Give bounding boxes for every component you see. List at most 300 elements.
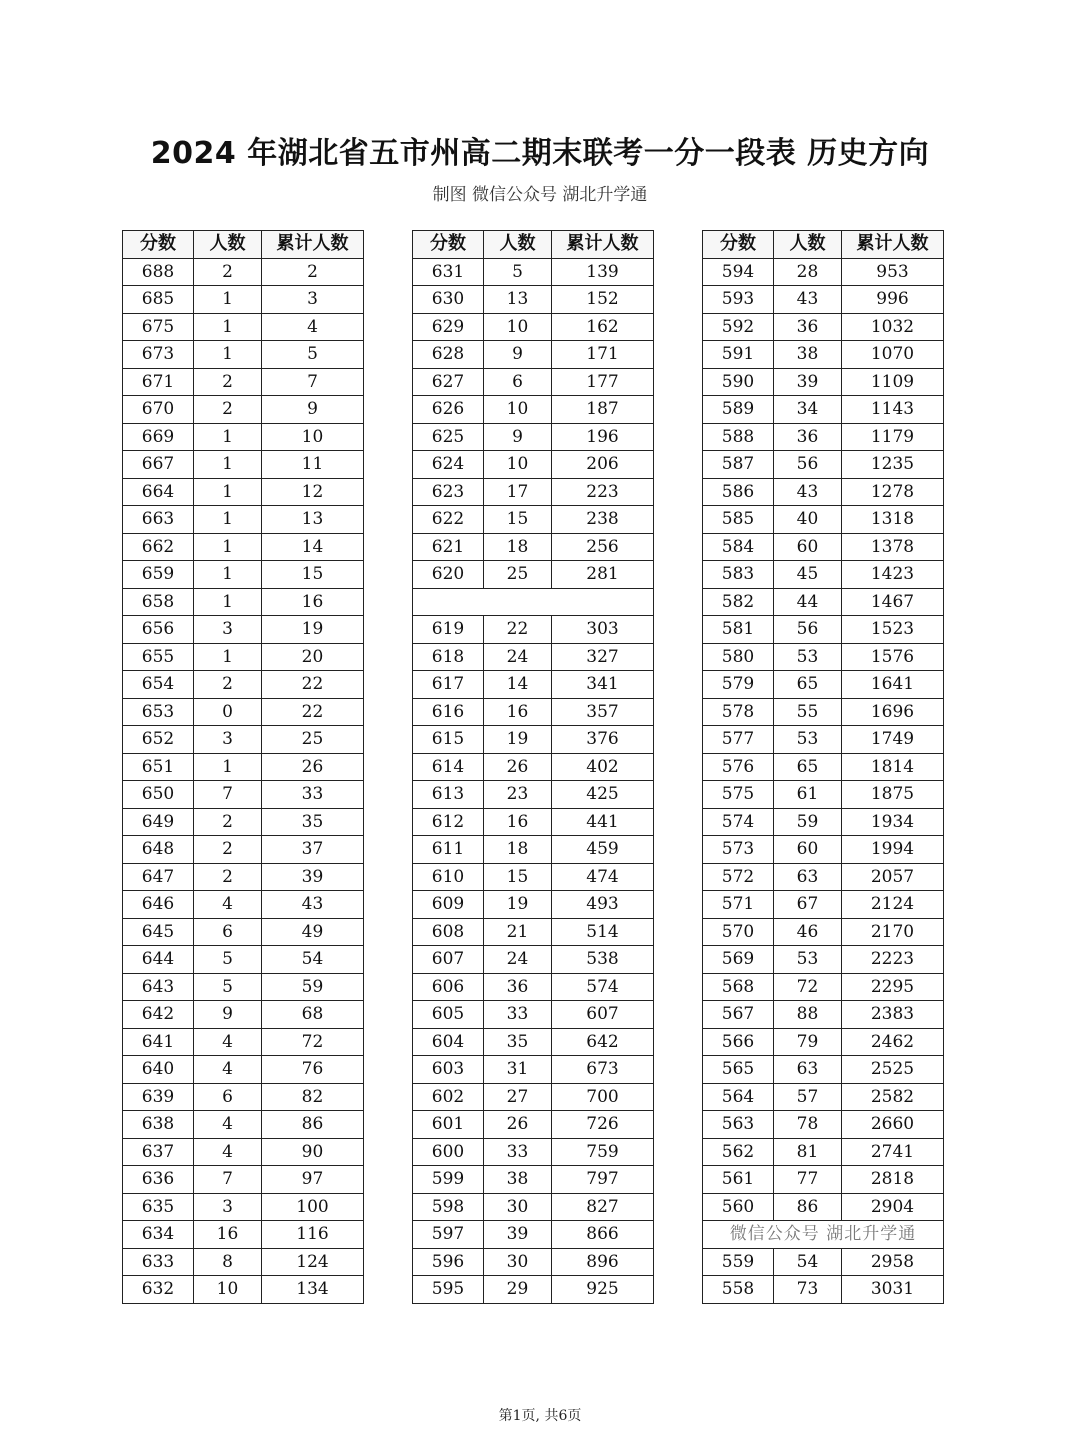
count-cell: 56: [774, 616, 842, 644]
score-cell: 617: [413, 671, 484, 699]
score-cell: 602: [413, 1083, 484, 1111]
score-cell: 647: [123, 863, 194, 891]
count-cell: 39: [484, 1221, 552, 1249]
cumulative-cell: 97: [262, 1166, 364, 1194]
cumulative-cell: 1423: [842, 561, 944, 589]
score-cell: 653: [123, 698, 194, 726]
count-cell: 56: [774, 451, 842, 479]
count-cell: 35: [484, 1028, 552, 1056]
count-cell: 43: [774, 286, 842, 314]
table-row: [413, 863, 654, 891]
count-cell: 33: [484, 1138, 552, 1166]
count-cell: 39: [774, 368, 842, 396]
score-cell: 559: [703, 1248, 774, 1276]
score-cell: 612: [413, 808, 484, 836]
table-header-row: [123, 231, 364, 259]
count-cell: 38: [774, 341, 842, 369]
cumulative-cell: 139: [552, 258, 654, 286]
score-cell: 616: [413, 698, 484, 726]
score-cell: 563: [703, 1111, 774, 1139]
count-cell: 16: [194, 1221, 262, 1249]
count-cell: 15: [484, 506, 552, 534]
count-cell: 4: [194, 1138, 262, 1166]
count-cell: 19: [484, 891, 552, 919]
score-cell: 558: [703, 1276, 774, 1304]
table-row: [123, 396, 364, 424]
table-row: [413, 396, 654, 424]
cumulative-cell: 303: [552, 616, 654, 644]
score-cell: 600: [413, 1138, 484, 1166]
count-cell: 1: [194, 588, 262, 616]
cumulative-cell: 607: [552, 1001, 654, 1029]
score-cell: 608: [413, 918, 484, 946]
count-cell: 53: [774, 726, 842, 754]
cumulative-cell: 425: [552, 781, 654, 809]
table-row: [413, 946, 654, 974]
table-row: [123, 1083, 364, 1111]
score-cell: 603: [413, 1056, 484, 1084]
count-cell: 8: [194, 1248, 262, 1276]
score-cell: 634: [123, 1221, 194, 1249]
table-row: [413, 1248, 654, 1276]
cumulative-cell: 538: [552, 946, 654, 974]
score-cell: 649: [123, 808, 194, 836]
table-row: [703, 753, 944, 781]
count-cell: 40: [774, 506, 842, 534]
count-cell: 18: [484, 836, 552, 864]
score-cell: 663: [123, 506, 194, 534]
score-cell: 632: [123, 1276, 194, 1304]
table-row: [413, 808, 654, 836]
table-row: [413, 341, 654, 369]
score-cell: 610: [413, 863, 484, 891]
cumulative-cell: 2525: [842, 1056, 944, 1084]
count-cell: 88: [774, 1001, 842, 1029]
table-row: [123, 258, 364, 286]
table-row: [123, 1221, 364, 1249]
count-cell: 55: [774, 698, 842, 726]
table-row: [413, 1001, 654, 1029]
table-row: [123, 286, 364, 314]
cumulative-cell: 76: [262, 1056, 364, 1084]
count-cell: 43: [774, 478, 842, 506]
table-row: [123, 478, 364, 506]
table-row: [703, 1028, 944, 1056]
cumulative-cell: 177: [552, 368, 654, 396]
score-cell: 675: [123, 313, 194, 341]
table-row: [123, 313, 364, 341]
count-cell: 60: [774, 533, 842, 561]
cumulative-cell: 642: [552, 1028, 654, 1056]
cumulative-cell: 866: [552, 1221, 654, 1249]
score-cell: 566: [703, 1028, 774, 1056]
score-cell: 572: [703, 863, 774, 891]
score-cell: 614: [413, 753, 484, 781]
score-cell: 669: [123, 423, 194, 451]
cumulative-cell: 574: [552, 973, 654, 1001]
table-row: [703, 478, 944, 506]
count-cell: 28: [774, 258, 842, 286]
count-cell: 25: [484, 561, 552, 589]
table-row: [413, 478, 654, 506]
table-note-row: 微信公众号 湖北升学通: [703, 1221, 944, 1249]
table-row: [123, 506, 364, 534]
score-cell: 595: [413, 1276, 484, 1304]
count-cell: 57: [774, 1083, 842, 1111]
table-row: [123, 863, 364, 891]
cumulative-cell: 10: [262, 423, 364, 451]
cumulative-cell: 1875: [842, 781, 944, 809]
cumulative-cell: 1696: [842, 698, 944, 726]
cumulative-cell: 1378: [842, 533, 944, 561]
cumulative-cell: 238: [552, 506, 654, 534]
table-row: [703, 341, 944, 369]
cumulative-cell: 1814: [842, 753, 944, 781]
score-cell: 667: [123, 451, 194, 479]
count-cell: 5: [194, 946, 262, 974]
count-cell: 53: [774, 946, 842, 974]
table-row: [703, 781, 944, 809]
header-count: 人数: [194, 231, 262, 259]
table-row: [413, 836, 654, 864]
table-row: [413, 781, 654, 809]
cumulative-cell: 953: [842, 258, 944, 286]
table-row: [703, 368, 944, 396]
count-cell: 21: [484, 918, 552, 946]
score-cell: 586: [703, 478, 774, 506]
page-footer: 第1页, 共6页: [498, 1408, 582, 1424]
count-cell: 2: [194, 671, 262, 699]
table-row: [703, 1193, 944, 1221]
score-cell: 604: [413, 1028, 484, 1056]
header-count: 人数: [774, 231, 842, 259]
table-row: [703, 561, 944, 589]
cumulative-cell: 514: [552, 918, 654, 946]
cumulative-cell: 2582: [842, 1083, 944, 1111]
score-cell: 587: [703, 451, 774, 479]
cumulative-cell: 402: [552, 753, 654, 781]
table-row: [413, 726, 654, 754]
count-cell: 2: [194, 396, 262, 424]
table-row: [123, 1276, 364, 1304]
score-cell: 671: [123, 368, 194, 396]
count-cell: 29: [484, 1276, 552, 1304]
cumulative-cell: 1641: [842, 671, 944, 699]
table-row: [703, 643, 944, 671]
count-cell: 1: [194, 643, 262, 671]
count-cell: 22: [484, 616, 552, 644]
table-row: [413, 368, 654, 396]
count-cell: 2: [194, 836, 262, 864]
cumulative-cell: 86: [262, 1111, 364, 1139]
score-cell: 629: [413, 313, 484, 341]
cumulative-cell: 43: [262, 891, 364, 919]
table-row: [413, 588, 654, 616]
score-cell: 571: [703, 891, 774, 919]
cumulative-cell: 341: [552, 671, 654, 699]
cumulative-cell: 162: [552, 313, 654, 341]
cumulative-cell: 281: [552, 561, 654, 589]
cumulative-cell: 474: [552, 863, 654, 891]
cumulative-cell: 9: [262, 396, 364, 424]
score-cell: 620: [413, 561, 484, 589]
score-cell: 568: [703, 973, 774, 1001]
count-cell: 18: [484, 533, 552, 561]
score-cell: 580: [703, 643, 774, 671]
cumulative-cell: 1235: [842, 451, 944, 479]
cumulative-cell: 726: [552, 1111, 654, 1139]
count-cell: 77: [774, 1166, 842, 1194]
cumulative-cell: 116: [262, 1221, 364, 1249]
count-cell: 45: [774, 561, 842, 589]
cumulative-cell: 54: [262, 946, 364, 974]
count-cell: 6: [194, 1083, 262, 1111]
count-cell: 10: [484, 451, 552, 479]
score-cell: 560: [703, 1193, 774, 1221]
cumulative-cell: 376: [552, 726, 654, 754]
count-cell: 7: [194, 781, 262, 809]
table-row: [413, 258, 654, 286]
count-cell: 19: [484, 726, 552, 754]
header-score: 分数: [413, 231, 484, 259]
cumulative-cell: 82: [262, 1083, 364, 1111]
cumulative-cell: 196: [552, 423, 654, 451]
table-row: [413, 533, 654, 561]
score-cell: 688: [123, 258, 194, 286]
count-cell: 16: [484, 698, 552, 726]
cumulative-cell: 441: [552, 808, 654, 836]
table-row: [123, 781, 364, 809]
count-cell: 63: [774, 863, 842, 891]
table-row: [413, 1193, 654, 1221]
table-row: [123, 753, 364, 781]
table-row: [413, 643, 654, 671]
table-row: [413, 753, 654, 781]
score-cell: 650: [123, 781, 194, 809]
cumulative-cell: 2462: [842, 1028, 944, 1056]
score-cell: 633: [123, 1248, 194, 1276]
count-cell: 9: [194, 1001, 262, 1029]
table-note-row: [413, 588, 654, 616]
cumulative-cell: 187: [552, 396, 654, 424]
score-cell: 585: [703, 506, 774, 534]
score-cell: 576: [703, 753, 774, 781]
score-cell: 565: [703, 1056, 774, 1084]
cumulative-cell: 1318: [842, 506, 944, 534]
cumulative-cell: 1467: [842, 588, 944, 616]
score-cell: 626: [413, 396, 484, 424]
score-cell: 630: [413, 286, 484, 314]
count-cell: 23: [484, 781, 552, 809]
table-row: [703, 533, 944, 561]
score-cell: 673: [123, 341, 194, 369]
cumulative-cell: 673: [552, 1056, 654, 1084]
count-cell: 78: [774, 1111, 842, 1139]
count-cell: 14: [484, 671, 552, 699]
cumulative-cell: 22: [262, 698, 364, 726]
score-cell: 645: [123, 918, 194, 946]
count-cell: 67: [774, 891, 842, 919]
cumulative-cell: 33: [262, 781, 364, 809]
count-cell: 86: [774, 1193, 842, 1221]
cumulative-cell: 12: [262, 478, 364, 506]
count-cell: 10: [194, 1276, 262, 1304]
score-cell: 654: [123, 671, 194, 699]
cumulative-cell: 827: [552, 1193, 654, 1221]
table-row: [123, 1138, 364, 1166]
table-row: [413, 286, 654, 314]
count-cell: 3: [194, 1193, 262, 1221]
cumulative-cell: 7: [262, 368, 364, 396]
score-cell: 605: [413, 1001, 484, 1029]
header-cumulative: 累计人数: [262, 231, 364, 259]
cumulative-cell: 797: [552, 1166, 654, 1194]
score-cell: 596: [413, 1248, 484, 1276]
count-cell: 4: [194, 891, 262, 919]
score-cell: 639: [123, 1083, 194, 1111]
score-cell: 638: [123, 1111, 194, 1139]
cumulative-cell: 68: [262, 1001, 364, 1029]
table-row: [703, 588, 944, 616]
score-cell: 575: [703, 781, 774, 809]
score-cell: 613: [413, 781, 484, 809]
table-row: [703, 423, 944, 451]
table-row: [413, 423, 654, 451]
score-cell: 592: [703, 313, 774, 341]
score-cell: 619: [413, 616, 484, 644]
cumulative-cell: 2: [262, 258, 364, 286]
table-row: [703, 836, 944, 864]
table-row: [703, 1221, 944, 1249]
table-row: [413, 1166, 654, 1194]
score-cell: 652: [123, 726, 194, 754]
cumulative-cell: 35: [262, 808, 364, 836]
count-cell: 1: [194, 423, 262, 451]
cumulative-cell: 2223: [842, 946, 944, 974]
score-cell: 662: [123, 533, 194, 561]
score-cell: 640: [123, 1056, 194, 1084]
table-row: [123, 561, 364, 589]
score-cell: 589: [703, 396, 774, 424]
table-header-row: [703, 231, 944, 259]
table-row: [703, 396, 944, 424]
cumulative-cell: 700: [552, 1083, 654, 1111]
table-row: [703, 698, 944, 726]
score-cell: 579: [703, 671, 774, 699]
table-row: [123, 1056, 364, 1084]
score-table-3: [702, 230, 944, 1304]
count-cell: 16: [484, 808, 552, 836]
cumulative-cell: 19: [262, 616, 364, 644]
cumulative-cell: 2904: [842, 1193, 944, 1221]
score-cell: 561: [703, 1166, 774, 1194]
table-row: [413, 561, 654, 589]
count-cell: 5: [194, 973, 262, 1001]
cumulative-cell: 39: [262, 863, 364, 891]
table-row: [123, 698, 364, 726]
count-cell: 6: [194, 918, 262, 946]
score-cell: 623: [413, 478, 484, 506]
score-cell: 631: [413, 258, 484, 286]
header-cumulative: 累计人数: [552, 231, 654, 259]
table-row: [123, 726, 364, 754]
table-row: [123, 533, 364, 561]
count-cell: 73: [774, 1276, 842, 1304]
count-cell: 34: [774, 396, 842, 424]
cumulative-cell: 206: [552, 451, 654, 479]
table-row: [413, 616, 654, 644]
count-cell: 31: [484, 1056, 552, 1084]
table-row: [703, 918, 944, 946]
score-cell: 607: [413, 946, 484, 974]
table-row: [123, 1193, 364, 1221]
table-row: [413, 1221, 654, 1249]
table-row: [123, 368, 364, 396]
score-cell: 597: [413, 1221, 484, 1249]
cumulative-cell: 22: [262, 671, 364, 699]
table-header-row: [413, 231, 654, 259]
table-row: [703, 946, 944, 974]
cumulative-cell: 1032: [842, 313, 944, 341]
score-cell: 581: [703, 616, 774, 644]
score-cell: 611: [413, 836, 484, 864]
count-cell: 27: [484, 1083, 552, 1111]
table-row: [413, 698, 654, 726]
table-row: [123, 1166, 364, 1194]
count-cell: 72: [774, 973, 842, 1001]
table-row: [703, 286, 944, 314]
cumulative-cell: 357: [552, 698, 654, 726]
count-cell: 1: [194, 313, 262, 341]
count-cell: 24: [484, 946, 552, 974]
count-cell: 36: [484, 973, 552, 1001]
table-row: [123, 808, 364, 836]
table-row: [123, 451, 364, 479]
cumulative-cell: 11: [262, 451, 364, 479]
score-cell: 625: [413, 423, 484, 451]
table-row: [413, 1111, 654, 1139]
table-row: [703, 616, 944, 644]
count-cell: 1: [194, 533, 262, 561]
count-cell: 65: [774, 671, 842, 699]
count-cell: 24: [484, 643, 552, 671]
table-row: [703, 313, 944, 341]
count-cell: 53: [774, 643, 842, 671]
count-cell: 1: [194, 341, 262, 369]
count-cell: 61: [774, 781, 842, 809]
count-cell: 15: [484, 863, 552, 891]
table-row: [413, 1083, 654, 1111]
count-cell: 36: [774, 423, 842, 451]
table-row: [123, 946, 364, 974]
count-cell: 33: [484, 1001, 552, 1029]
cumulative-cell: 996: [842, 286, 944, 314]
count-cell: 54: [774, 1248, 842, 1276]
count-cell: 10: [484, 313, 552, 341]
count-cell: 65: [774, 753, 842, 781]
table-row: [413, 451, 654, 479]
count-cell: 4: [194, 1111, 262, 1139]
cumulative-cell: 1143: [842, 396, 944, 424]
score-cell: 644: [123, 946, 194, 974]
table-row: [413, 1138, 654, 1166]
table-row: [703, 973, 944, 1001]
cumulative-cell: 4: [262, 313, 364, 341]
cumulative-cell: 59: [262, 973, 364, 1001]
score-cell: 637: [123, 1138, 194, 1166]
count-cell: 60: [774, 836, 842, 864]
score-cell: 562: [703, 1138, 774, 1166]
